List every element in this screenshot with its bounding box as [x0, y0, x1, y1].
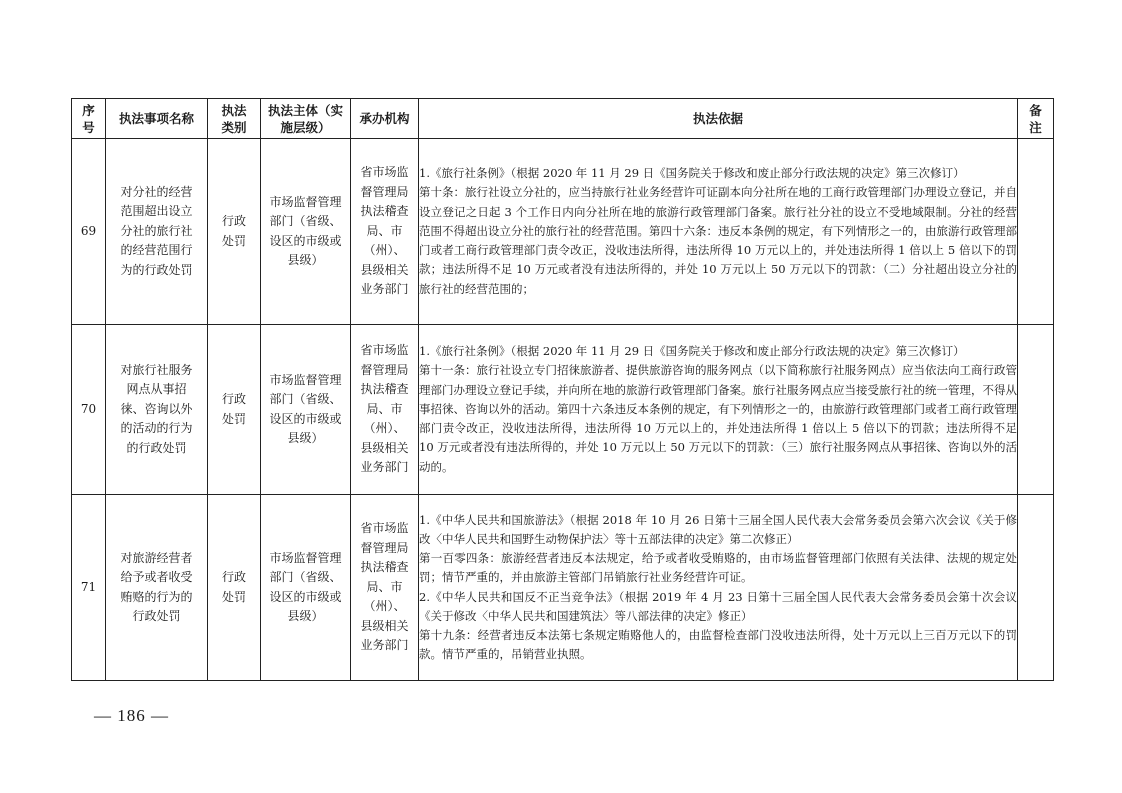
basis-paragraph: 1.《旅行社条例》（根据 2020 年 11 月 29 日《国务院关于修改和废止部分行政法规的决定》第三次修订）: [419, 344, 965, 359]
row-seq: 69: [72, 139, 106, 325]
header-org: 承办机构: [351, 99, 419, 139]
row-seq: 70: [72, 325, 106, 495]
row-subject: 市场监督管理部门（省级、设区的市级或县级）: [261, 325, 351, 495]
row-name: 对旅游经营者给予或者收受贿赂的行为的行政处罚: [106, 495, 208, 681]
basis-paragraph: 第十条：旅行社设立分社的，应当持旅行社业务经营许可证副本向分社所在地的工商行政管理部门办理设立登记，并自设立登记之日起 3 个工作日内向分社所在地的旅游行政管理部门备案。旅行社分社的设立不受地域限制。分社的经营范围不得超出设立分社的旅行社的经营范围。第四十六条：违反本条例的规定，有下列情形之一的，由旅游行政管理部门或者工商行政管理部门责令改正，没收违法所得，违法所得 10 万元以上的，并处违法所得 1 倍以上 5 倍以下的罚款；违法所得不足 10 万元或者没有违法所得的，并处 10 万元以上 50 万元以下的罚款：（二）分社超出设立分社的旅行社的经营范围的；: [419, 185, 1017, 296]
header-subject: 执法主体（实施层级）: [261, 99, 351, 139]
row-basis: [419, 325, 1018, 495]
row-category: 行政处罚: [208, 139, 261, 325]
table-row: [72, 325, 1054, 495]
header-name: 执法事项名称: [106, 99, 208, 139]
row-seq: 71: [72, 495, 106, 681]
row-basis: [419, 495, 1018, 681]
row-remark: [1018, 139, 1054, 325]
header-seq: 序号: [72, 99, 106, 139]
row-remark: [1018, 495, 1054, 681]
row-subject: 市场监督管理部门（省级、设区的市级或县级）: [261, 139, 351, 325]
header-basis: 执法依据: [419, 99, 1018, 139]
basis-paragraph: 第十一条：旅行社设立专门招徕旅游者、提供旅游咨询的服务网点（以下简称旅行社服务网点）应当依法向工商行政管理部门办理设立登记手续，并向所在地的旅游行政管理部门备案。旅行社服务网点应当接受旅行社的统一管理，不得从事招徕、咨询以外的活动。第四十六条违反本条例的规定，有下列情形之一的，由旅游行政管理部门或者工商行政管理部门责令改正，没收违法所得，违法所得 10 万元以上的，并处违法所得 1 倍以上 5 倍以下的罚款；违法所得不足 10 万元或者没有违法所得的，并处 10 万元以上 50 万元以下的罚款：（三）旅行社服务网点从事招徕、咨询以外的活动的。: [419, 363, 1017, 474]
row-category: 行政处罚: [208, 325, 261, 495]
row-name: 对分社的经营范围超出设立分社的旅行社的经营范围行为的行政处罚: [106, 139, 208, 325]
row-subject: 市场监督管理部门（省级、设区的市级或县级）: [261, 495, 351, 681]
table-row: [72, 139, 1054, 325]
header-remark: 备注: [1018, 99, 1054, 139]
basis-paragraph: 第一百零四条：旅游经营者违反本法规定，给予或者收受贿赂的，由市场监督管理部门依照有关法律、法规的规定处罚；情节严重的，并由旅游主管部门吊销旅行社业务经营许可证。: [419, 551, 1017, 585]
table-row: [72, 495, 1054, 681]
row-org: 省市场监督管理局执法稽查局、市（州）、县级相关业务部门: [351, 495, 419, 681]
row-org: 省市场监督管理局执法稽查局、市（州）、县级相关业务部门: [351, 139, 419, 325]
basis-paragraph: 2.《中华人民共和国反不正当竞争法》（根据 2019 年 4 月 23 日第十三届全国人民代表大会常务委员会第十次会议《关于修改〈中华人民共和国建筑法〉等八部法律的决定》修正）: [419, 589, 1017, 623]
row-category: 行政处罚: [208, 495, 261, 681]
basis-paragraph: 第十九条：经营者违反本法第七条规定贿赂他人的，由监督检查部门没收违法所得，处十万元以上三百万元以下的罚款。情节严重的，吊销营业执照。: [419, 627, 1017, 662]
basis-paragraph: 1.《中华人民共和国旅游法》（根据 2018 年 10 月 26 日第十三届全国人民代表大会常务委员会第六次会议《关于修改〈中华人民共和国野生动物保护法〉等十五部法律的决定》第二次修正）: [419, 512, 1017, 546]
row-org: 省市场监督管理局执法稽查局、市（州）、县级相关业务部门: [351, 325, 419, 495]
row-name: 对旅行社服务网点从事招徕、咨询以外的活动的行为的行政处罚: [106, 325, 208, 495]
basis-paragraph: 1.《旅行社条例》（根据 2020 年 11 月 29 日《国务院关于修改和废止部分行政法规的决定》第三次修订）: [419, 166, 965, 181]
table-header-row: [72, 99, 1054, 139]
enforcement-table: [71, 98, 1054, 681]
row-remark: [1018, 325, 1054, 495]
header-category: 执法类别: [208, 99, 261, 139]
row-basis: [419, 139, 1018, 325]
page-number: — 186 —: [94, 706, 169, 725]
